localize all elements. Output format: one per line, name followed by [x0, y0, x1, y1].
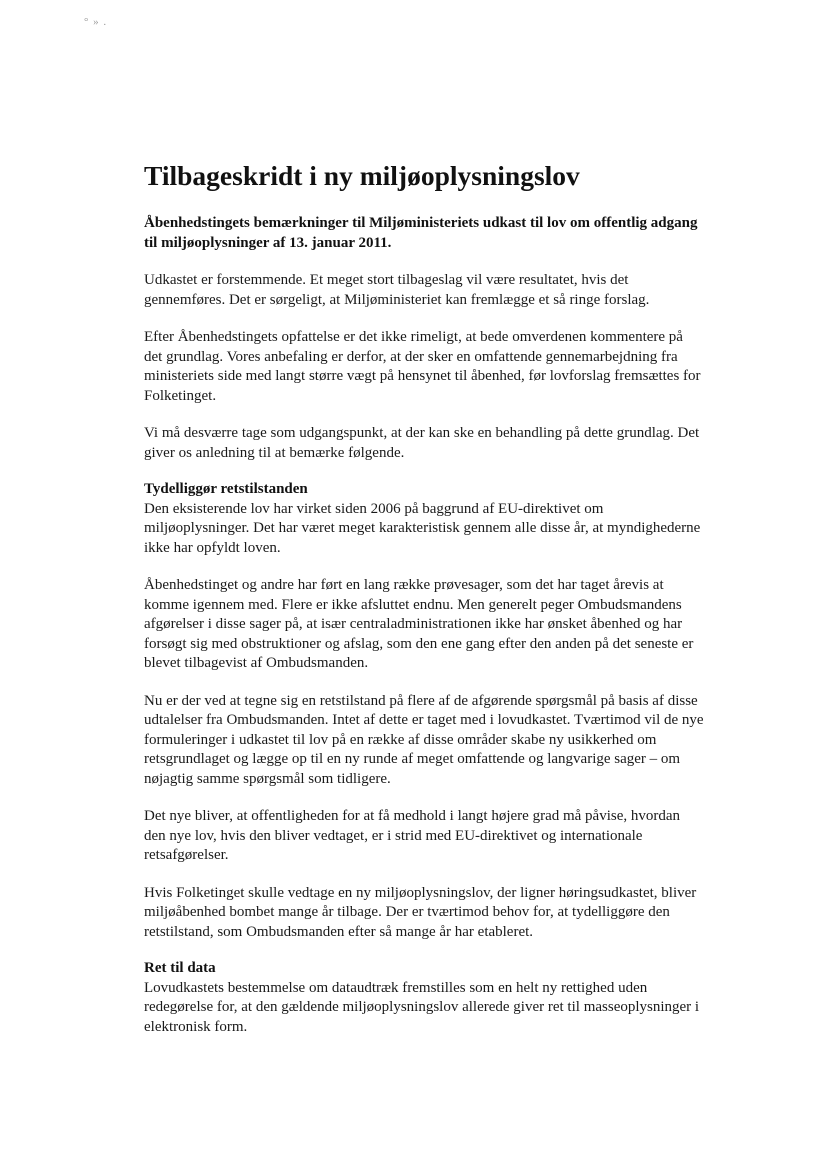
section-2-paragraph-1: Lovudkastets bestemmelse om dataudtræk fremstilles som en helt ny rettighed uden redegørelse for, at den gældende miljøoplysningslov allerede giver ret til masseoplysninger i elektronisk form. — [144, 979, 700, 1035]
section-heading-ret-til-data: Ret til data — [144, 960, 216, 976]
section-heading-retstilstanden: Tydelliggør retstilstanden — [144, 481, 308, 497]
section-1-paragraph-2: Åbenhedstinget og andre har ført en lang række prøvesager, som det har taget årevis at komme igennem med. Flere er ikke afsluttet endnu. Men generelt peger Ombudsmandens afgørelser i disse sager på, at især centraladministrationen ikke har ønsket åbenhed og har forsøgt sig med obstruktioner og afslag, som den ene gang efter den anden på det seneste er blevet tilbagevist af Ombudsmanden. — [144, 577, 694, 671]
section-1-paragraph-3: Nu er der ved at tegne sig en retstilstand på flere af de afgørende spørgsmål på basis af disse udtalelser fra Ombudsmanden. Intet af dette er taget med i lovudkastet. Tværtimod vil de nye formuleringer i udkastet til lov på en række af disse områder skabe ny usikkerhed om retsgrundlaget og lægge op til en ny runde af meget omfattende og langvarige sager – om nøjagtig samme spørgsmål som tidligere. — [144, 692, 704, 787]
intro-paragraph-1: Udkastet er forstemmende. Et meget stort tilbageslag vil være resultatet, hvis det gennemføres. Det er sørgeligt, at Miljøministeriet kan fremlægge et så ringe forslag. — [144, 272, 650, 308]
intro-paragraph-2: Efter Åbenhedstingets opfattelse er det ikke rimeligt, at bede omverdenen kommentere på det grundlag. Vores anbefaling er derfor, at der sker en omfattende gennemarbejdning fra ministeriets side med langt større vægt på hensynet til åbenhed, før lovforslag fremsættes for Folketinget. — [144, 329, 701, 404]
document-subtitle: Åbenhedstingets bemærkninger til Miljøministeriets udkast til lov om offentlig adgang til miljøoplysninger af 13. januar 2011. — [144, 215, 698, 251]
section-1-paragraph-4: Det nye bliver, at offentligheden for at få medhold i langt højere grad må påvise, hvordan den nye lov, hvis den bliver vedtaget, er i strid med EU-direktivet og internationale retsafgørelser. — [144, 808, 681, 863]
intro-paragraph-3: Vi må desværre tage som udgangspunkt, at der kan ske en behandling på dette grundlag. Det giver os anledning til at bemærke følgende. — [144, 425, 700, 461]
document-body — [144, 158, 704, 1037]
section-1-paragraph-5: Hvis Folketinget skulle vedtage en ny miljøoplysningslov, der ligner høringsudkastet, bliver miljøåbenhed bombet mange år tilbage. Der er tværtimod behov for, at tydelliggøre den retstilstand, som Ombudsmanden efter så mange år har etableret. — [144, 884, 697, 940]
document-title: Tilbageskridt i ny miljøoplysningslov — [144, 160, 580, 191]
scan-corner-mark: ° » . — [84, 16, 108, 28]
section-1-paragraph-1: Den eksisterende lov har virket siden 2006 på baggrund af EU-direktivet om miljøoplysninger. Det har været meget karakteristisk gennem alle disse år, at myndighederne ikke har opfyldt loven. — [144, 500, 701, 556]
